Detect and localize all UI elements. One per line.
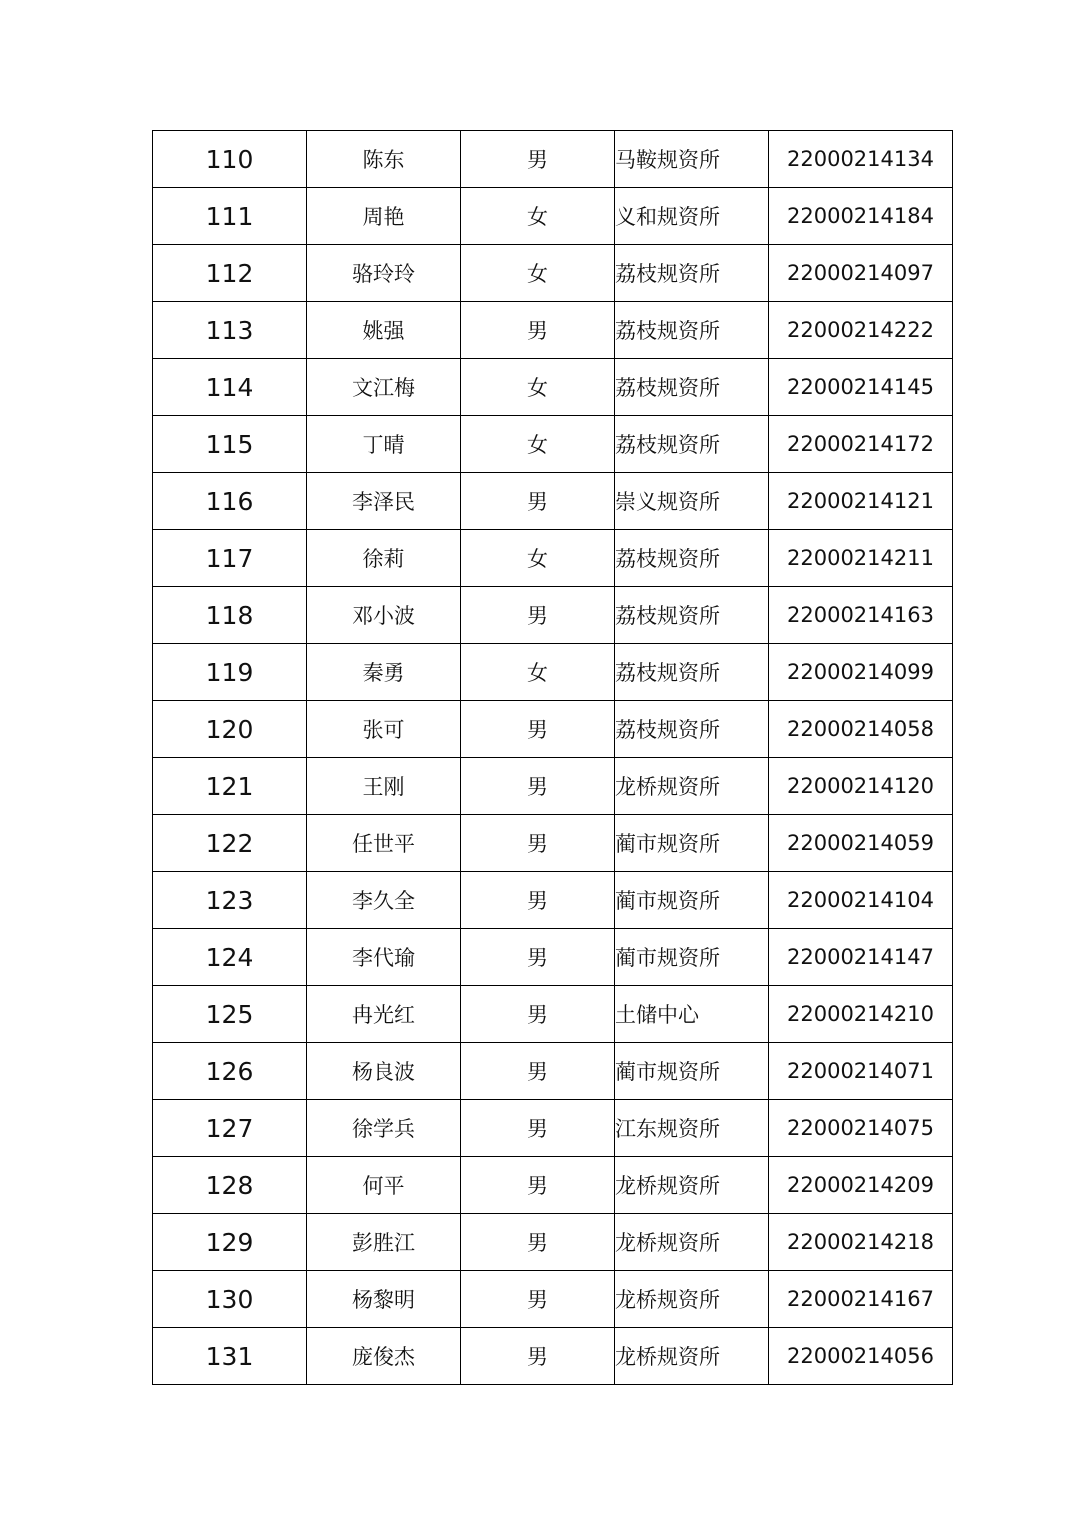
id-number-cell: 22000214134 [769,131,953,188]
table-row [153,587,953,644]
row-number-cell: 129 [153,1214,307,1271]
gender-cell: 男 [461,701,615,758]
row-number-cell: 126 [153,1043,307,1100]
name-cell: 李泽民 [307,473,461,530]
row-number-cell: 113 [153,302,307,359]
row-number-cell: 128 [153,1157,307,1214]
row-number-cell: 125 [153,986,307,1043]
table-row [153,1043,953,1100]
unit-cell: 蔺市规资所 [615,872,769,929]
name-cell: 庞俊杰 [307,1328,461,1385]
unit-cell: 荔枝规资所 [615,644,769,701]
unit-cell: 荔枝规资所 [615,416,769,473]
unit-cell: 蔺市规资所 [615,815,769,872]
row-number-cell: 124 [153,929,307,986]
row-number-cell: 116 [153,473,307,530]
unit-cell: 龙桥规资所 [615,758,769,815]
name-cell: 文江梅 [307,359,461,416]
row-number-cell: 110 [153,131,307,188]
name-cell: 丁晴 [307,416,461,473]
id-number-cell: 22000214099 [769,644,953,701]
gender-cell: 男 [461,1328,615,1385]
name-cell: 何平 [307,1157,461,1214]
unit-cell: 荔枝规资所 [615,701,769,758]
unit-cell: 土储中心 [615,986,769,1043]
name-cell: 徐学兵 [307,1100,461,1157]
gender-cell: 男 [461,986,615,1043]
table-row [153,473,953,530]
row-number-cell: 117 [153,530,307,587]
name-cell: 周艳 [307,188,461,245]
row-number-cell: 123 [153,872,307,929]
row-number-cell: 120 [153,701,307,758]
gender-cell: 男 [461,929,615,986]
name-cell: 姚强 [307,302,461,359]
unit-cell: 龙桥规资所 [615,1271,769,1328]
table-row [153,986,953,1043]
row-number-cell: 118 [153,587,307,644]
id-number-cell: 22000214056 [769,1328,953,1385]
name-cell: 彭胜江 [307,1214,461,1271]
unit-cell: 蔺市规资所 [615,929,769,986]
roster-table [152,130,953,1385]
id-number-cell: 22000214071 [769,1043,953,1100]
row-number-cell: 131 [153,1328,307,1385]
table-row [153,302,953,359]
unit-cell: 荔枝规资所 [615,302,769,359]
name-cell: 王刚 [307,758,461,815]
table-row [153,1157,953,1214]
unit-cell: 荔枝规资所 [615,530,769,587]
gender-cell: 男 [461,1043,615,1100]
name-cell: 杨良波 [307,1043,461,1100]
table-row [153,872,953,929]
gender-cell: 女 [461,530,615,587]
unit-cell: 龙桥规资所 [615,1157,769,1214]
table-row [153,1214,953,1271]
unit-cell: 荔枝规资所 [615,359,769,416]
row-number-cell: 119 [153,644,307,701]
table-row [153,530,953,587]
name-cell: 徐莉 [307,530,461,587]
id-number-cell: 22000214104 [769,872,953,929]
name-cell: 李代瑜 [307,929,461,986]
id-number-cell: 22000214184 [769,188,953,245]
gender-cell: 男 [461,131,615,188]
table-row [153,815,953,872]
table-row [153,416,953,473]
table-row [153,131,953,188]
id-number-cell: 22000214172 [769,416,953,473]
name-cell: 张可 [307,701,461,758]
id-number-cell: 22000214097 [769,245,953,302]
table-row [153,929,953,986]
gender-cell: 男 [461,302,615,359]
unit-cell: 荔枝规资所 [615,245,769,302]
row-number-cell: 115 [153,416,307,473]
gender-cell: 女 [461,416,615,473]
id-number-cell: 22000214211 [769,530,953,587]
table-row [153,758,953,815]
id-number-cell: 22000214120 [769,758,953,815]
row-number-cell: 112 [153,245,307,302]
row-number-cell: 111 [153,188,307,245]
name-cell: 陈东 [307,131,461,188]
row-number-cell: 121 [153,758,307,815]
gender-cell: 男 [461,872,615,929]
id-number-cell: 22000214075 [769,1100,953,1157]
table-row [153,701,953,758]
name-cell: 冉光红 [307,986,461,1043]
gender-cell: 女 [461,188,615,245]
unit-cell: 蔺市规资所 [615,1043,769,1100]
id-number-cell: 22000214222 [769,302,953,359]
unit-cell: 龙桥规资所 [615,1214,769,1271]
table-row [153,1328,953,1385]
table-row [153,1271,953,1328]
row-number-cell: 114 [153,359,307,416]
gender-cell: 男 [461,758,615,815]
row-number-cell: 127 [153,1100,307,1157]
id-number-cell: 22000214167 [769,1271,953,1328]
name-cell: 李久全 [307,872,461,929]
id-number-cell: 22000214058 [769,701,953,758]
unit-cell: 龙桥规资所 [615,1328,769,1385]
gender-cell: 男 [461,1214,615,1271]
name-cell: 邓小波 [307,587,461,644]
gender-cell: 女 [461,245,615,302]
table-row [153,245,953,302]
name-cell: 秦勇 [307,644,461,701]
id-number-cell: 22000214210 [769,986,953,1043]
gender-cell: 男 [461,1100,615,1157]
gender-cell: 男 [461,473,615,530]
gender-cell: 男 [461,1157,615,1214]
gender-cell: 男 [461,815,615,872]
row-number-cell: 130 [153,1271,307,1328]
gender-cell: 男 [461,1271,615,1328]
unit-cell: 义和规资所 [615,188,769,245]
id-number-cell: 22000214059 [769,815,953,872]
id-number-cell: 22000214209 [769,1157,953,1214]
roster-table-body [153,131,953,1385]
gender-cell: 男 [461,587,615,644]
unit-cell: 崇义规资所 [615,473,769,530]
id-number-cell: 22000214121 [769,473,953,530]
name-cell: 杨黎明 [307,1271,461,1328]
name-cell: 骆玲玲 [307,245,461,302]
id-number-cell: 22000214145 [769,359,953,416]
id-number-cell: 22000214163 [769,587,953,644]
id-number-cell: 22000214147 [769,929,953,986]
gender-cell: 女 [461,359,615,416]
unit-cell: 江东规资所 [615,1100,769,1157]
unit-cell: 荔枝规资所 [615,587,769,644]
unit-cell: 马鞍规资所 [615,131,769,188]
name-cell: 任世平 [307,815,461,872]
row-number-cell: 122 [153,815,307,872]
id-number-cell: 22000214218 [769,1214,953,1271]
gender-cell: 女 [461,644,615,701]
table-row [153,188,953,245]
table-row [153,1100,953,1157]
table-row [153,359,953,416]
table-row [153,644,953,701]
